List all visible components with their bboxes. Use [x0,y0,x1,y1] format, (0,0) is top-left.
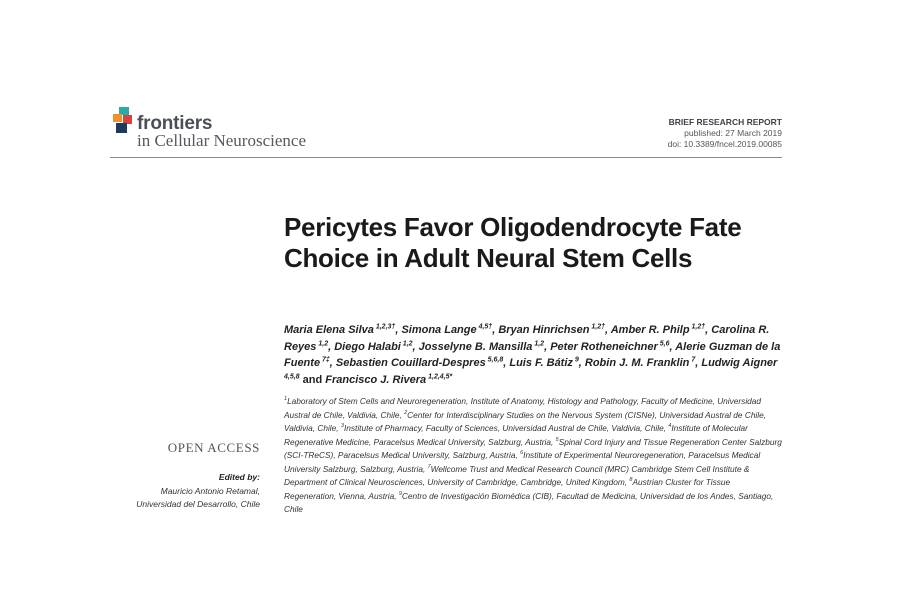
affiliation-text: Institute of Experimental Neuroregeneration, Paracelsus Medical University Salzburg, Salzburg, Austria, [284,450,761,474]
editor-name[interactable]: Mauricio Antonio Retamal, [160,485,260,496]
affiliation-number: 1 [284,396,288,403]
affiliation-text: Centro de Investigación Biomédica (CIB), Facultad de Medicina, Universidad de los Andes, Santiago, Chile [284,490,774,514]
author-name[interactable]: Maria Elena Silva [284,324,374,336]
affiliation-text: Institute of Pharmacy, Faculty of Sciences, Universidad Austral de Chile, Valdivia, Chile, [343,423,666,433]
author-name[interactable]: Diego Halabi [334,340,401,353]
author-affiliation-marker: 1,2,3† [373,323,396,331]
frontiers-logo-icon [110,106,136,134]
author-name[interactable]: Francisco J. Rivera [325,373,427,386]
affiliation-number: 7 [427,463,431,470]
editor-info [110,471,260,512]
author-affiliation-marker: 1,2† [689,323,706,331]
author-affiliation-marker: 1,2,4,5* [426,372,453,380]
affiliation-text: Institute of Molecular Regenerative Medicine, Paracelsus Medical University, Salzburg, Austria, [284,423,748,447]
author-affiliation-marker: 5,6,8 [485,356,504,364]
author-name[interactable]: Ludwig Aigner [701,357,778,369]
author-name[interactable]: Sebastien Couillard-Despres [335,357,486,369]
edited-by-label: Edited by: [218,472,260,482]
author-affiliation-marker: 4,5† [476,323,493,331]
author-affiliation-marker: 4,5,8 [284,372,300,380]
affiliation-number: 6 [520,450,524,457]
doi-link[interactable]: doi: 10.3389/fncel.2019.00085 [667,139,782,149]
author-name[interactable]: Bryan Hinrichsen [498,324,590,336]
affiliation-number: 4 [668,423,672,430]
affiliation-number: 5 [555,436,559,443]
author-name[interactable]: Alerie Guzman de la Fuente [284,340,781,369]
published-date: published: 27 March 2019 [684,128,782,138]
author-and: and [302,373,326,386]
author-name[interactable]: Simona Lange [401,324,477,336]
affiliation-text: Wellcome Trust and Medical Research Council (MRC) Cambridge Stem Cell Institute & Department of Clinical Neurosciences, University of Cambridge, Cambridge, United Kingdom, [284,463,750,487]
author-affiliation-marker: 7‡ [320,356,330,364]
affiliation-text: Laboratory of Stem Cells and Neuroregeneration, Institute of Anatomy, Histology and Pathology, Faculty of Medicine, Universidad Austral de Chile, Valdivia, Chile, [284,396,762,420]
author-affiliation-marker: 1,2 [316,339,329,347]
logo-wordmark: frontiers [137,113,213,134]
affiliation-text: Center for Interdisciplinary Studies on the Nervous System (CISNe), Universidad Austral de Chile, Valdivia, Chile, [284,409,767,433]
author-name[interactable]: Josselyne B. Mansilla [418,340,533,353]
article-type: BRIEF RESEARCH REPORT [668,117,782,127]
author-affiliation-marker: 1,2† [589,323,605,331]
author-affiliation-marker: 9 [572,356,579,364]
journal-name: in Cellular Neuroscience [137,131,306,150]
affiliation-text: Spinal Cord Injury and Tissue Regeneration Center Salzburg (SCI-TReCS), Paracelsus Medical University, Salzburg, Austria, [284,436,782,460]
author-list: Maria Elena Silva $^{1,2,3\dagger}$, Simona Lange $^{4,5\dagger}$, Bryan Hinrichsen $^{1,2\dagger}$, Amber R. Philp $^{1,2\dagger}$, Carolina R. Reyes $^{1,2}$, Diego Halabi $^{1,2}$, Josselyne B. Mansilla $^{1,2}$, Peter Rotheneichner $^{5,6}$, Alerie Guzman de la Fuente $^{7\ddagger}$, Sebastien Couillard-Despres $^{5,6,8}$, Luis F. Bátiz $^9$, Robin J. M. Franklin $^7$, Ludwig Aigner $^{4,5,8}$ and Francisco J. Rivera $^{1,2,4,5*}$ [284,323,781,386]
affiliation-list [284,395,784,517]
affiliation-number: 3 [340,423,344,430]
author-affiliation-marker: 1,2 [532,339,545,347]
author-name[interactable]: Luis F. Bátiz [509,357,573,369]
article-meta [668,117,782,150]
editor-affiliation: Universidad del Desarrollo, Chile [136,499,260,509]
logo-tile-teal [119,107,129,115]
logo-tile-orange [113,114,122,122]
affiliation-number: 9 [398,490,402,497]
article-title: Pericytes Favor Oligodendrocyte Fate Choice in Adult Neural Stem Cells [284,212,742,273]
header-divider [110,157,782,158]
author-name[interactable]: Carolina R. Reyes [284,324,770,353]
open-access-label: OPEN ACCESS [167,440,260,455]
logo-tile-navy [116,123,127,133]
author-name[interactable]: Peter Rotheneichner [550,340,658,353]
affiliation-number: 2 [404,409,408,416]
logo-tile-red [123,115,132,124]
author-affiliation-marker: 1,2 [400,339,413,347]
author-name[interactable]: Robin J. M. Franklin [584,357,690,369]
author-affiliation-marker: 5,6 [657,339,670,347]
author-name[interactable]: Amber R. Philp [610,324,690,336]
author-affiliation-marker: 7 [689,356,696,364]
affiliation-text: Austrian Cluster for Tissue Regeneration, Vienna, Austria, [284,477,731,501]
affiliation-number: 8 [629,477,633,484]
